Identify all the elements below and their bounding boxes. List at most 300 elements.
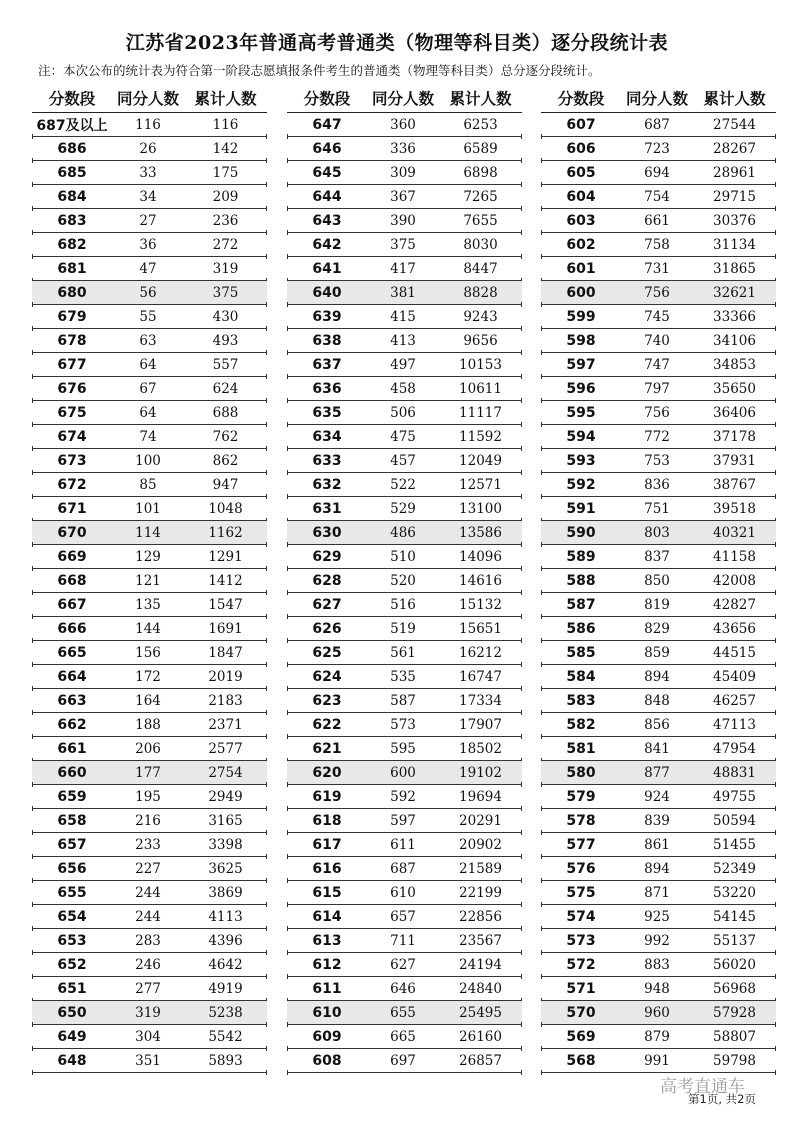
- cumulative-cell: 28267: [713, 140, 756, 157]
- score-cell: 652: [57, 956, 87, 973]
- table-row: [541, 473, 776, 497]
- cumulative-cell: 26160: [459, 1028, 502, 1045]
- cumulative-cell: 6253: [463, 116, 498, 133]
- cumulative-cell: 175: [212, 164, 239, 181]
- score-cell: 686: [57, 140, 87, 157]
- score-cell: 573: [566, 932, 596, 949]
- table-row: [541, 1025, 776, 1049]
- score-cell: 583: [566, 692, 596, 709]
- table-row: [32, 353, 267, 377]
- same-count-cell: 803: [644, 524, 670, 541]
- same-count-cell: 101: [135, 500, 161, 517]
- same-count-cell: 992: [644, 932, 670, 949]
- cumulative-cell: 9243: [463, 308, 498, 325]
- cumulative-cell: 209: [212, 188, 239, 205]
- cumulative-cell: 37931: [713, 452, 756, 469]
- table-row: [287, 257, 522, 281]
- same-count-cell: 26: [139, 140, 157, 157]
- table-row: [287, 233, 522, 257]
- table-row: [541, 281, 776, 305]
- table-row: [32, 713, 267, 737]
- same-count-cell: 475: [390, 428, 416, 445]
- same-count-cell: 697: [390, 1052, 416, 1069]
- table-row: [541, 713, 776, 737]
- same-count-cell: 756: [644, 284, 670, 301]
- score-cell: 621: [312, 740, 342, 757]
- cumulative-cell: 19102: [459, 764, 502, 781]
- score-cell: 682: [57, 236, 87, 253]
- table-row: [32, 857, 267, 881]
- score-cell: 618: [312, 812, 342, 829]
- cumulative-cell: 13100: [459, 500, 502, 517]
- same-count-cell: 319: [135, 1004, 161, 1021]
- same-count-cell: 144: [135, 620, 161, 637]
- cumulative-cell: 4113: [208, 908, 243, 925]
- cumulative-cell: 38767: [713, 476, 756, 493]
- same-count-cell: 665: [390, 1028, 416, 1045]
- same-count-cell: 177: [135, 764, 161, 781]
- score-cell: 661: [57, 740, 87, 757]
- same-count-cell: 529: [390, 500, 416, 517]
- same-count-cell: 506: [390, 404, 416, 421]
- score-cell: 653: [57, 932, 87, 949]
- same-count-cell: 859: [644, 644, 670, 661]
- table-row: [541, 137, 776, 161]
- cumulative-cell: 40321: [713, 524, 756, 541]
- table-row: [287, 881, 522, 905]
- score-cell: 671: [57, 500, 87, 517]
- cumulative-cell: 1162: [208, 524, 243, 541]
- same-count-cell: 611: [390, 836, 416, 853]
- same-count-cell: 520: [390, 572, 416, 589]
- score-cell: 591: [566, 500, 596, 517]
- same-count-cell: 497: [390, 356, 416, 373]
- cumulative-cell: 5542: [208, 1028, 243, 1045]
- same-count-cell: 848: [644, 692, 670, 709]
- page-title: 江苏省2023年普通高考普通类（物理等科目类）逐分段统计表: [125, 32, 669, 54]
- table-row: [32, 593, 267, 617]
- score-cell: 608: [312, 1052, 342, 1069]
- cumulative-cell: 3625: [208, 860, 243, 877]
- table-row: [287, 785, 522, 809]
- table-row: [32, 617, 267, 641]
- table-row: [287, 977, 522, 1001]
- table-row: [287, 665, 522, 689]
- cumulative-cell: 688: [212, 404, 239, 421]
- cumulative-cell: 5893: [208, 1052, 243, 1069]
- table-row: [32, 209, 267, 233]
- header-cumulative: 累计人数: [194, 90, 257, 108]
- same-count-cell: 687: [644, 116, 670, 133]
- same-count-cell: 856: [644, 716, 670, 733]
- table-row: [541, 185, 776, 209]
- same-count-cell: 694: [644, 164, 670, 181]
- score-cell: 639: [312, 308, 342, 325]
- cumulative-cell: 43656: [713, 620, 756, 637]
- same-count-cell: 206: [135, 740, 161, 757]
- cumulative-cell: 55137: [713, 932, 756, 949]
- score-cell: 641: [312, 260, 342, 277]
- score-cell: 594: [566, 428, 596, 445]
- cumulative-cell: 12571: [459, 476, 502, 493]
- score-cell: 614: [312, 908, 342, 925]
- cumulative-cell: 18502: [459, 740, 502, 757]
- header-score: 分数段: [303, 90, 351, 108]
- score-cell: 609: [312, 1028, 342, 1045]
- cumulative-cell: 2949: [208, 788, 243, 805]
- score-cell: 612: [312, 956, 342, 973]
- table-header: [32, 84, 267, 113]
- cumulative-cell: 34106: [713, 332, 756, 349]
- same-count-cell: 758: [644, 236, 670, 253]
- cumulative-cell: 19694: [459, 788, 502, 805]
- same-count-cell: 960: [644, 1004, 670, 1021]
- cumulative-cell: 2371: [208, 716, 243, 733]
- cumulative-cell: 236: [212, 212, 239, 229]
- cumulative-cell: 7265: [463, 188, 498, 205]
- cumulative-cell: 16212: [459, 644, 502, 661]
- score-cell: 600: [566, 284, 596, 301]
- table-row: [287, 497, 522, 521]
- cumulative-cell: 2754: [208, 764, 243, 781]
- cumulative-cell: 3398: [208, 836, 243, 853]
- score-cell: 684: [57, 188, 87, 205]
- same-count-cell: 85: [139, 476, 157, 493]
- cumulative-cell: 11592: [459, 428, 502, 445]
- score-cell: 685: [57, 164, 87, 181]
- same-count-cell: 819: [644, 596, 670, 613]
- score-cell: 626: [312, 620, 342, 637]
- cumulative-cell: 14616: [459, 572, 502, 589]
- score-cell: 650: [57, 1004, 87, 1021]
- cumulative-cell: 48831: [713, 764, 756, 781]
- same-count-cell: 595: [390, 740, 416, 757]
- table-row: [541, 737, 776, 761]
- same-count-cell: 646: [390, 980, 416, 997]
- score-cell: 669: [57, 548, 87, 565]
- same-count-cell: 67: [139, 380, 157, 397]
- same-count-cell: 486: [390, 524, 416, 541]
- table-row: [32, 833, 267, 857]
- cumulative-cell: 9656: [463, 332, 498, 349]
- table-row: [287, 1025, 522, 1049]
- cumulative-cell: 493: [212, 332, 239, 349]
- score-cell: 580: [566, 764, 596, 781]
- cumulative-cell: 862: [212, 452, 239, 469]
- cumulative-cell: 1847: [208, 644, 243, 661]
- table-row: [541, 257, 776, 281]
- score-cell: 679: [57, 308, 87, 325]
- cumulative-cell: 22199: [459, 884, 502, 901]
- table-row: [32, 161, 267, 185]
- same-count-cell: 381: [390, 284, 416, 301]
- score-cell: 665: [57, 644, 87, 661]
- same-count-cell: 375: [390, 236, 416, 253]
- same-count-cell: 561: [390, 644, 416, 661]
- table-row: [32, 377, 267, 401]
- cumulative-cell: 54145: [713, 908, 756, 925]
- score-cell: 634: [312, 428, 342, 445]
- score-cell: 646: [312, 140, 342, 157]
- table-row: [32, 689, 267, 713]
- cumulative-cell: 3165: [208, 812, 243, 829]
- cumulative-cell: 8828: [463, 284, 498, 301]
- same-count-cell: 227: [135, 860, 161, 877]
- table-row: [287, 473, 522, 497]
- table-row: [541, 233, 776, 257]
- same-count-cell: 114: [135, 524, 161, 541]
- score-cell: 604: [566, 188, 596, 205]
- table-row: [32, 641, 267, 665]
- score-cell: 643: [312, 212, 342, 229]
- score-cell: 630: [312, 524, 342, 541]
- same-count-cell: 390: [390, 212, 416, 229]
- table-row: [541, 401, 776, 425]
- table-note: 注：本次公布的统计表为符合第一阶段志愿填报条件考生的普通类（物理等科目类）总分逐分段统计。: [38, 63, 601, 78]
- table-row: [32, 137, 267, 161]
- table-row: [541, 665, 776, 689]
- same-count-cell: 283: [135, 932, 161, 949]
- score-cell: 576: [566, 860, 596, 877]
- score-cell: 664: [57, 668, 87, 685]
- cumulative-cell: 23567: [459, 932, 502, 949]
- table-row: [287, 857, 522, 881]
- cumulative-cell: 47113: [713, 716, 756, 733]
- cumulative-cell: 21589: [459, 860, 502, 877]
- same-count-cell: 587: [390, 692, 416, 709]
- cumulative-cell: 51455: [713, 836, 756, 853]
- table-row: [287, 209, 522, 233]
- cumulative-cell: 36406: [713, 404, 756, 421]
- same-count-cell: 836: [644, 476, 670, 493]
- cumulative-cell: 20291: [459, 812, 502, 829]
- table-row: [32, 329, 267, 353]
- table-row: [32, 257, 267, 281]
- same-count-cell: 100: [135, 452, 161, 469]
- cumulative-cell: 44515: [713, 644, 756, 661]
- cumulative-cell: 57928: [713, 1004, 756, 1021]
- same-count-cell: 121: [135, 572, 161, 589]
- same-count-cell: 753: [644, 452, 670, 469]
- table-row: [32, 1025, 267, 1049]
- table-row: [287, 425, 522, 449]
- score-cell: 666: [57, 620, 87, 637]
- table-row: [287, 833, 522, 857]
- cumulative-cell: 11117: [459, 404, 502, 421]
- table-header: [287, 84, 522, 113]
- score-cell: 644: [312, 188, 342, 205]
- cumulative-cell: 27544: [713, 116, 756, 133]
- cumulative-cell: 33366: [713, 308, 756, 325]
- table-row: [32, 1049, 267, 1073]
- score-cell: 613: [312, 932, 342, 949]
- score-table-column-1: [32, 84, 267, 1073]
- same-count-cell: 839: [644, 812, 670, 829]
- score-cell: 585: [566, 644, 596, 661]
- cumulative-cell: 272: [212, 236, 239, 253]
- same-count-cell: 47: [139, 260, 157, 277]
- score-cell: 633: [312, 452, 342, 469]
- same-count-cell: 309: [390, 164, 416, 181]
- cumulative-cell: 1412: [208, 572, 243, 589]
- table-row: [287, 617, 522, 641]
- same-count-cell: 573: [390, 716, 416, 733]
- table-row: [541, 785, 776, 809]
- score-cell: 672: [57, 476, 87, 493]
- header-cumulative: 累计人数: [703, 90, 766, 108]
- table-row: [541, 761, 776, 785]
- score-cell: 619: [312, 788, 342, 805]
- same-count-cell: 195: [135, 788, 161, 805]
- table-row: [541, 329, 776, 353]
- table-row: [32, 881, 267, 905]
- table-row: [287, 329, 522, 353]
- same-count-cell: 417: [390, 260, 416, 277]
- same-count-cell: 244: [135, 908, 161, 925]
- same-count-cell: 850: [644, 572, 670, 589]
- header-same-count: 同分人数: [625, 90, 688, 108]
- table-row: [287, 641, 522, 665]
- same-count-cell: 894: [644, 668, 670, 685]
- table-row: [541, 113, 776, 137]
- table-row: [287, 929, 522, 953]
- score-cell: 622: [312, 716, 342, 733]
- table-row: [287, 905, 522, 929]
- score-cell: 637: [312, 356, 342, 373]
- cumulative-cell: 47954: [713, 740, 756, 757]
- score-cell: 599: [566, 308, 596, 325]
- page-number: 第1页, 共2页: [688, 1092, 756, 1106]
- score-cell: 617: [312, 836, 342, 853]
- cumulative-cell: 116: [212, 116, 239, 133]
- same-count-cell: 597: [390, 812, 416, 829]
- cumulative-cell: 6898: [463, 164, 498, 181]
- table-row: [287, 401, 522, 425]
- same-count-cell: 135: [135, 596, 161, 613]
- cumulative-cell: 1547: [208, 596, 243, 613]
- table-row: [287, 305, 522, 329]
- same-count-cell: 829: [644, 620, 670, 637]
- same-count-cell: 519: [390, 620, 416, 637]
- score-cell: 607: [566, 116, 596, 133]
- table-header: [541, 84, 776, 113]
- table-row: [541, 521, 776, 545]
- same-count-cell: 877: [644, 764, 670, 781]
- header-cumulative: 累计人数: [449, 90, 512, 108]
- cumulative-cell: 430: [212, 308, 239, 325]
- table-row: [32, 497, 267, 521]
- table-row: [541, 545, 776, 569]
- score-cell: 636: [312, 380, 342, 397]
- same-count-cell: 600: [390, 764, 416, 781]
- same-count-cell: 56: [139, 284, 157, 301]
- cumulative-cell: 53220: [713, 884, 756, 901]
- cumulative-cell: 624: [212, 380, 239, 397]
- header-score: 分数段: [557, 90, 605, 108]
- same-count-cell: 413: [390, 332, 416, 349]
- same-count-cell: 592: [390, 788, 416, 805]
- same-count-cell: 657: [390, 908, 416, 925]
- cumulative-cell: 1048: [208, 500, 243, 517]
- table-row: [287, 161, 522, 185]
- score-cell: 675: [57, 404, 87, 421]
- table-row: [287, 737, 522, 761]
- score-cell: 623: [312, 692, 342, 709]
- cumulative-cell: 29715: [713, 188, 756, 205]
- same-count-cell: 63: [139, 332, 157, 349]
- table-row: [287, 1049, 522, 1073]
- same-count-cell: 740: [644, 332, 670, 349]
- score-cell: 603: [566, 212, 596, 229]
- same-count-cell: 610: [390, 884, 416, 901]
- table-row: [32, 569, 267, 593]
- table-row: [32, 449, 267, 473]
- score-cell: 628: [312, 572, 342, 589]
- score-cell: 629: [312, 548, 342, 565]
- score-cell: 606: [566, 140, 596, 157]
- table-row: [32, 905, 267, 929]
- score-cell: 656: [57, 860, 87, 877]
- table-row: [541, 569, 776, 593]
- table-row: [287, 281, 522, 305]
- table-row: [32, 785, 267, 809]
- same-count-cell: 883: [644, 956, 670, 973]
- same-count-cell: 516: [390, 596, 416, 613]
- cumulative-cell: 45409: [713, 668, 756, 685]
- table-row: [541, 1049, 776, 1073]
- same-count-cell: 164: [135, 692, 161, 709]
- same-count-cell: 510: [390, 548, 416, 565]
- same-count-cell: 336: [390, 140, 416, 157]
- score-cell: 648: [57, 1052, 87, 1069]
- cumulative-cell: 16747: [459, 668, 502, 685]
- score-cell: 596: [566, 380, 596, 397]
- table-row: [32, 401, 267, 425]
- cumulative-cell: 31865: [713, 260, 756, 277]
- same-count-cell: 925: [644, 908, 670, 925]
- same-count-cell: 711: [390, 932, 416, 949]
- same-count-cell: 797: [644, 380, 670, 397]
- score-cell: 611: [312, 980, 342, 997]
- cumulative-cell: 20902: [459, 836, 502, 853]
- cumulative-cell: 142: [212, 140, 239, 157]
- score-cell: 638: [312, 332, 342, 349]
- table-row: [541, 929, 776, 953]
- same-count-cell: 751: [644, 500, 670, 517]
- cumulative-cell: 42827: [713, 596, 756, 613]
- table-row: [32, 761, 267, 785]
- cumulative-cell: 32621: [713, 284, 756, 301]
- same-count-cell: 216: [135, 812, 161, 829]
- score-cell: 683: [57, 212, 87, 229]
- table-row: [541, 689, 776, 713]
- cumulative-cell: 1291: [208, 548, 243, 565]
- score-cell: 624: [312, 668, 342, 685]
- score-cell: 658: [57, 812, 87, 829]
- cumulative-cell: 2019: [208, 668, 243, 685]
- table-row: [32, 305, 267, 329]
- table-row: [32, 113, 267, 137]
- cumulative-cell: 42008: [713, 572, 756, 589]
- table-row: [32, 737, 267, 761]
- same-count-cell: 351: [135, 1052, 161, 1069]
- score-cell: 570: [566, 1004, 596, 1021]
- same-count-cell: 156: [135, 644, 161, 661]
- score-cell: 627: [312, 596, 342, 613]
- table-row: [541, 905, 776, 929]
- same-count-cell: 687: [390, 860, 416, 877]
- cumulative-cell: 4396: [208, 932, 243, 949]
